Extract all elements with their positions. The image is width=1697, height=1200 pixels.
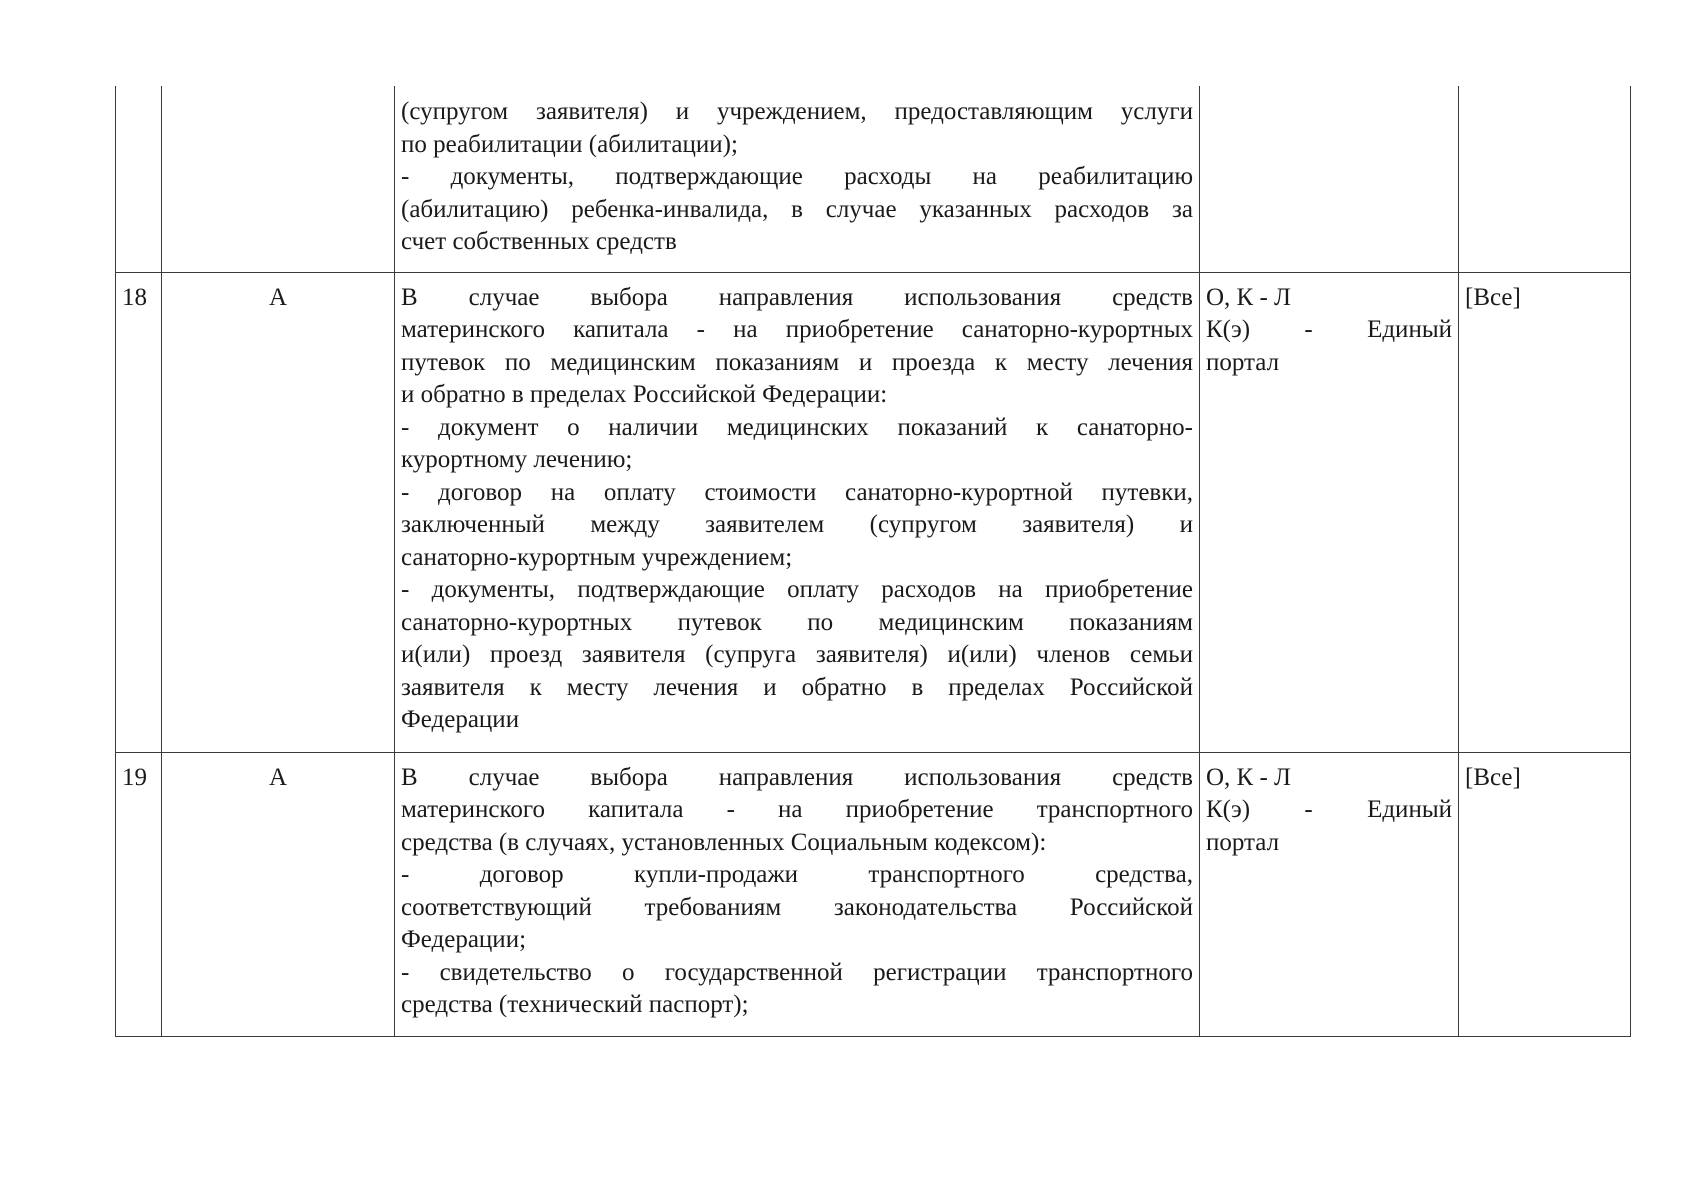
documents-line: В случае выбора направления использования средств	[401, 283, 1193, 311]
submission-form-line: О, К - Л	[1206, 283, 1292, 311]
row-code-cell: А	[162, 272, 395, 752]
submission-form-line: портал	[1206, 828, 1280, 856]
scope-cell	[1459, 86, 1631, 272]
documents-line: материнского капитала - на приобретение санаторно-курортных	[401, 316, 1193, 343]
documents-cell	[395, 86, 1200, 272]
submission-form-cell	[1200, 272, 1459, 752]
submission-form-line: портал	[1206, 348, 1280, 376]
row-code-cell	[162, 86, 395, 272]
scope-cell: [Все]	[1459, 752, 1631, 1036]
row-number-cell	[116, 86, 162, 272]
documents-line: - свидетельство о государственной регистрации транспортного	[401, 958, 1193, 986]
documents-line: санаторно-курортным учреждением;	[401, 543, 793, 571]
submission-form-cell	[1200, 752, 1459, 1036]
documents-line: заключенный между заявителем (супругом заявителя) и	[401, 511, 1193, 538]
documents-line: санаторно-курортных путевок по медицинским показаниям	[401, 608, 1193, 636]
documents-cell	[395, 752, 1200, 1036]
documents-cell	[395, 272, 1200, 752]
row-number-cell: 19	[116, 752, 162, 1036]
documents-line: материнского капитала - на приобретение транспортного	[401, 796, 1193, 823]
row-number-cell: 18	[116, 272, 162, 752]
submission-form-line: О, К - Л	[1206, 763, 1292, 791]
documents-line: Федерации	[401, 706, 520, 733]
documents-line: - договор купли-продажи транспортного средства,	[401, 861, 1193, 888]
documents-line: и обратно в пределах Российской Федерации:	[401, 381, 888, 408]
documents-line: путевок по медицинским показаниям и проезда к месту лечения	[401, 348, 1193, 376]
documents-line: - договор на оплату стоимости санаторно-курортной путевки,	[401, 478, 1193, 506]
documents-line: В случае выбора направления использования средств	[401, 763, 1193, 791]
table-row	[116, 272, 1631, 752]
documents-line: средства (в случаях, установленных Социальным кодексом):	[401, 828, 1047, 856]
submission-form-line: К(э) - Единый	[1206, 796, 1452, 823]
documents-line: Федерации;	[401, 926, 527, 953]
submission-form-line: К(э) - Единый	[1206, 316, 1452, 343]
documents-line: - документы, подтверждающие оплату расходов на приобретение	[401, 576, 1193, 603]
documents-line: - документы, подтверждающие расходы на реабилитацию	[401, 163, 1193, 190]
documents-line: заявителя к месту лечения и обратно в пределах Российской	[401, 673, 1193, 701]
documents-line: и(или) проезд заявителя (супруга заявителя) и(или) членов семьи	[401, 641, 1193, 668]
documents-line: (абилитацию) ребенка-инвалида, в случае указанных расходов за	[401, 195, 1193, 223]
documents-line: - документ о наличии медицинских показаний к санаторно-	[401, 413, 1193, 441]
table-row-continuation	[116, 86, 1631, 272]
documents-line: курортному лечению;	[401, 446, 633, 473]
documents-line: по реабилитации (абилитации);	[401, 130, 738, 158]
documents-line: соответствующий требованиям законодательства Российской	[401, 893, 1193, 921]
documents-table	[115, 86, 1631, 1037]
table-row	[116, 752, 1631, 1036]
documents-line: средства (технический паспорт);	[401, 991, 749, 1018]
documents-line: (супругом заявителя) и учреждением, предоставляющим услуги	[401, 98, 1193, 125]
documents-line: счет собственных средств	[401, 228, 677, 255]
submission-form-cell	[1200, 86, 1459, 272]
row-code-cell: А	[162, 752, 395, 1036]
scope-cell: [Все]	[1459, 272, 1631, 752]
